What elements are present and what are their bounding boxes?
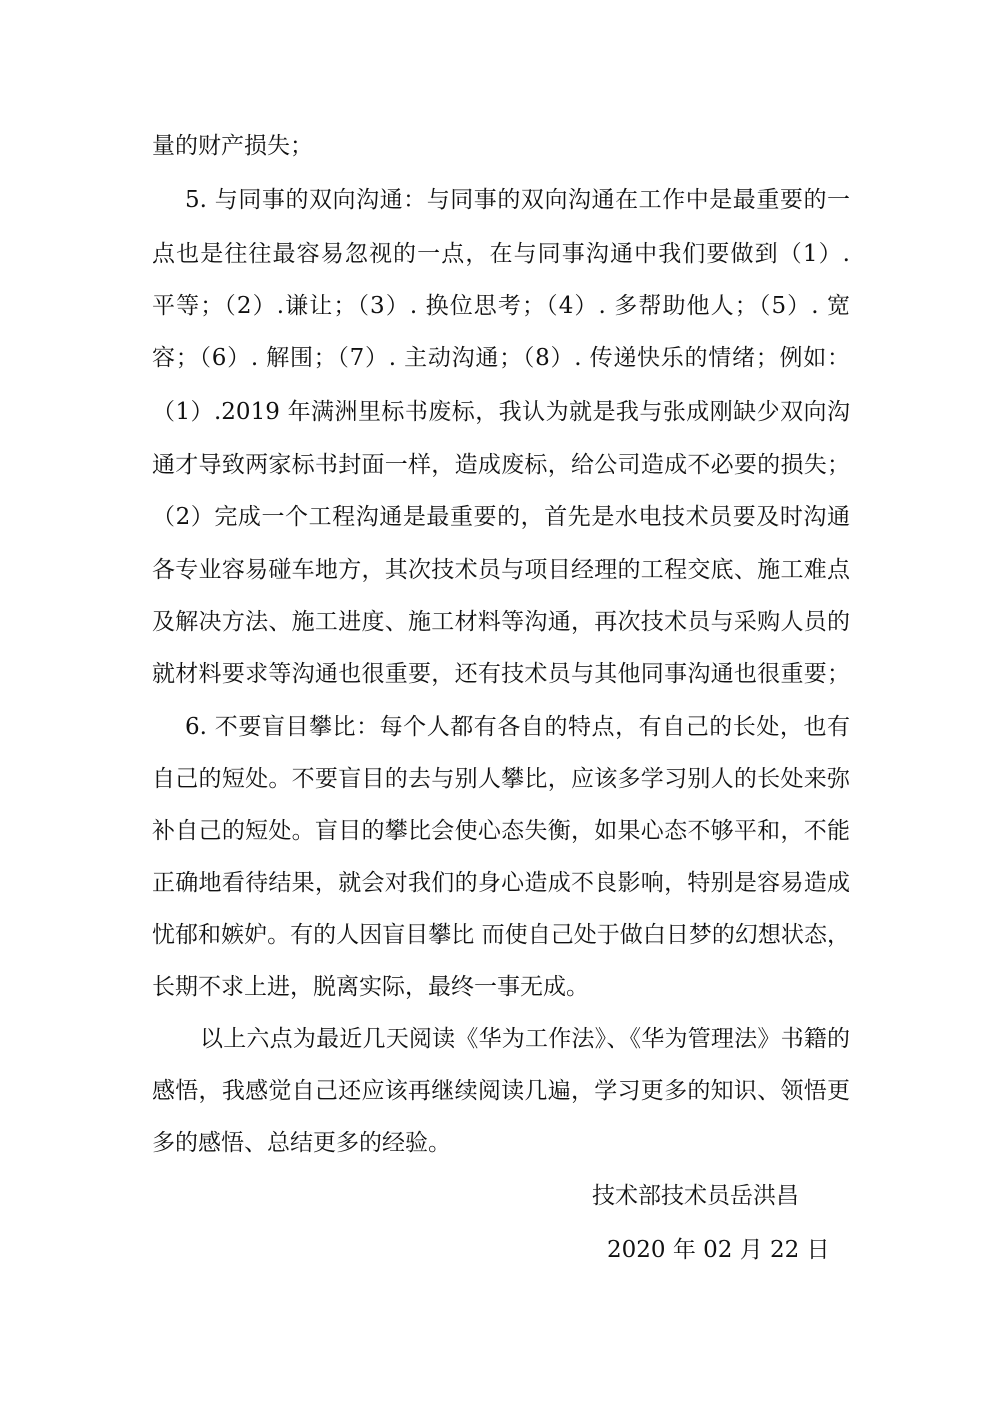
- text-line: 及解决方法、施工进度、施工材料等沟通，再次技术员与采购人员的: [152, 609, 850, 635]
- text-line: 6. 不要盲目攀比：每个人都有各自的特点，有自己的长处，也有: [185, 714, 850, 740]
- document-date: 2020 年 02 月 22 日: [607, 1237, 830, 1263]
- text-line: 5. 与同事的双向沟通：与同事的双向沟通在工作中是最重要的一: [185, 187, 850, 213]
- text-line: 感悟，我感觉自己还应该再继续阅读几遍，学习更多的知识、领悟更: [152, 1078, 850, 1104]
- text-line: 各专业容易碰车地方，其次技术员与项目经理的工程交底、施工难点: [152, 557, 850, 583]
- text-line: （1）.2019 年满洲里标书废标，我认为就是我与张成刚缺少双向沟: [152, 399, 850, 425]
- text-line: 补自己的短处。盲目的攀比会使心态失衡，如果心态不够平和，不能: [152, 818, 850, 844]
- text-line: 通才导致两家标书封面一样，造成废标，给公司造成不必要的损失；: [152, 452, 850, 478]
- text-line: 自己的短处。不要盲目的去与别人攀比，应该多学习别人的长处来弥: [152, 766, 850, 792]
- text-line: 点也是往往最容易忽视的一点，在与同事沟通中我们要做到（1）.: [152, 241, 850, 267]
- text-line: 忧郁和嫉妒。有的人因盲目攀比 而使自己处于做白日梦的幻想状态，: [152, 922, 850, 948]
- signature: 技术部技术员岳洪昌: [592, 1183, 799, 1209]
- text-line: 量的财产损失；: [152, 133, 313, 159]
- text-line: 以上六点为最近几天阅读《华为工作法》、《华为管理法》书籍的: [200, 1026, 850, 1052]
- text-line: 正确地看待结果，就会对我们的身心造成不良影响，特别是容易造成: [152, 870, 850, 896]
- text-line: 就材料要求等沟通也很重要，还有技术员与其他同事沟通也很重要；: [152, 661, 850, 687]
- text-line: 多的感悟、总结更多的经验。: [152, 1130, 451, 1156]
- text-line: 容；（6）. 解围；（7）. 主动沟通；（8）. 传递快乐的情绪；例如：: [152, 345, 850, 371]
- text-line: （2）完成一个工程沟通是最重要的，首先是水电技术员要及时沟通: [152, 504, 850, 530]
- text-line: 平等；（2）.谦让；（3）. 换位思考；（4）. 多帮助他人；（5）. 宽: [152, 293, 850, 319]
- text-line: 长期不求上进，脱离实际，最终一事无成。: [152, 974, 589, 1000]
